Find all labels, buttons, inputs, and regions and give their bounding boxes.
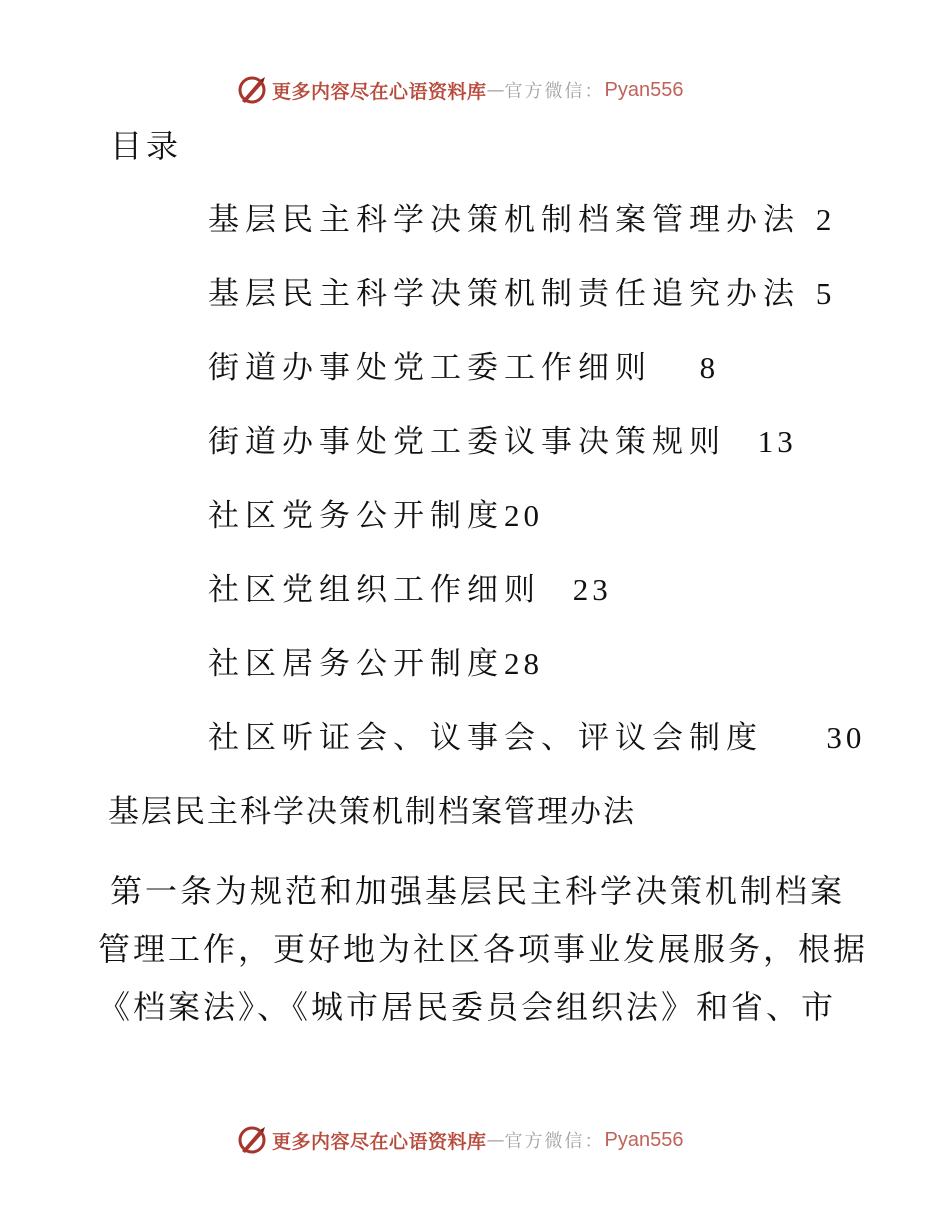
paragraph-line: 管理工作，更好地为社区各项事业发展服务，根据: [98, 930, 869, 968]
toc-item-title: 街道办事处党工委工作细则: [208, 350, 652, 386]
toc-item-page: 2: [815, 202, 836, 237]
toc-item-title: 基层民主科学决策机制档案管理办法: [208, 202, 800, 238]
toc-heading: 目录: [110, 127, 183, 165]
toc-item[interactable]: [208, 420, 848, 494]
quill-pen-logo-icon: [236, 1124, 268, 1156]
watermark-official-label: 官方微信：: [504, 1131, 605, 1152]
toc-item[interactable]: [208, 494, 848, 568]
toc-item-title: 社区党组织工作细则: [208, 572, 541, 608]
toc-item-title: 基层民主科学决策机制责任追究办法: [208, 276, 800, 312]
toc-item[interactable]: [208, 198, 848, 272]
body-paragraph: [98, 862, 869, 1036]
toc-item[interactable]: [208, 272, 848, 346]
watermark-main-text: 更多内容尽在心语资料库: [272, 80, 487, 103]
toc-item-page: 8: [699, 350, 720, 385]
toc-item-page: 23: [572, 572, 612, 607]
toc-item[interactable]: [208, 568, 848, 642]
toc-item-title: 社区党务公开制度: [208, 498, 504, 534]
watermark-official-label: 官方微信：: [504, 81, 605, 102]
toc-item[interactable]: [208, 716, 866, 790]
toc-list: [208, 198, 866, 790]
watermark-wechat-id: Pyan556: [604, 78, 684, 101]
watermark-dash: —: [486, 1129, 505, 1151]
toc-item-page: 28: [504, 646, 543, 681]
toc-item-page: 30: [826, 720, 866, 755]
section-title: 基层民主科学决策机制档案管理办法: [108, 794, 636, 830]
watermark-wechat-id: Pyan556: [604, 1128, 684, 1151]
paragraph-line: 《档案法》、《城市居民委员会组织法》和省、市: [98, 988, 837, 1026]
toc-item-page: 5: [815, 276, 836, 311]
watermark-main-text: 更多内容尽在心语资料库: [272, 1130, 487, 1153]
toc-item[interactable]: [208, 642, 848, 716]
watermark-header: [236, 73, 683, 107]
toc-item[interactable]: [208, 346, 848, 420]
toc-item-title: 街道办事处党工委议事决策规则: [208, 424, 726, 460]
paragraph-line: 第一条为规范和加强基层民主科学决策机制档案: [110, 872, 846, 910]
toc-item-title: 社区听证会、议事会、评议会制度: [208, 720, 763, 756]
toc-item-page: 13: [757, 424, 797, 459]
watermark-dash: —: [486, 79, 505, 101]
toc-item-title: 社区居务公开制度: [208, 646, 504, 682]
toc-item-page: 20: [504, 498, 543, 533]
watermark-footer: [236, 1123, 683, 1157]
quill-pen-logo-icon: [236, 74, 268, 106]
